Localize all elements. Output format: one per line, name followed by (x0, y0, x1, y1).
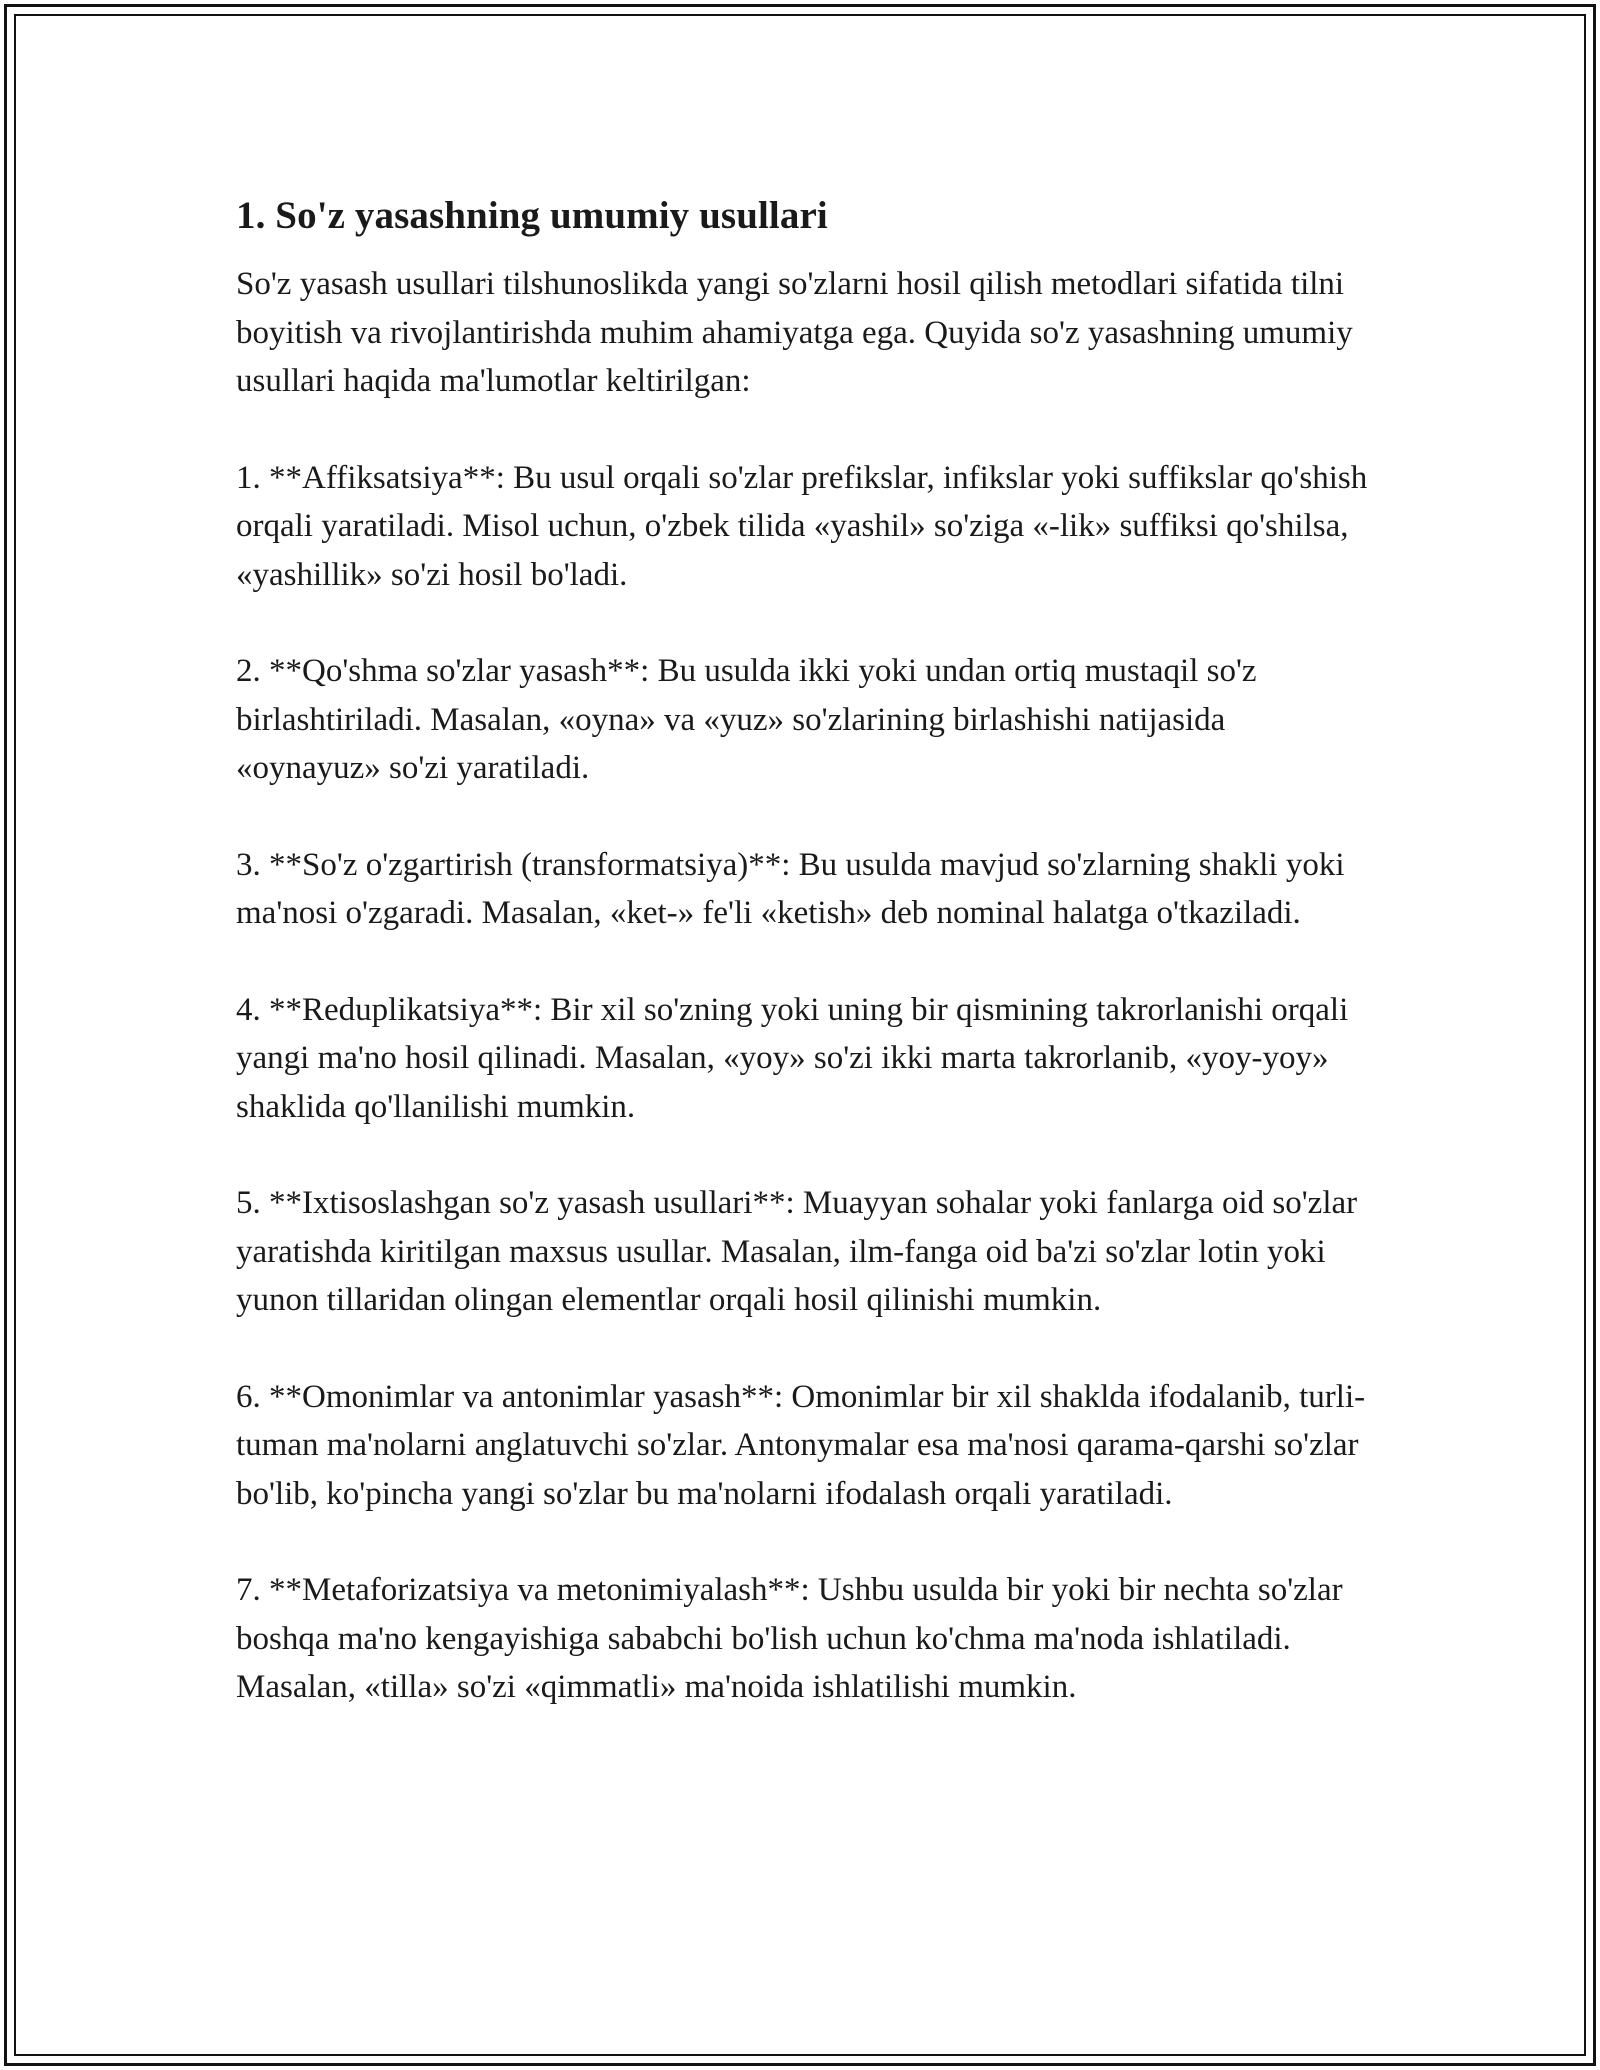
list-item-qoshma-sozlar: 2. **Qo'shma so'zlar yasash**: Bu usulda ikki yoki undan ortiq mustaqil so'z birlashtiriladi. Masalan, «oyna» va «yuz» so'zlarining birlashishi natijasida «oynayuz» so'zi yaratiladi. (236, 653, 1257, 786)
intro-paragraph: So'z yasash usullari tilshunoslikda yangi so'zlarni hosil qilish metodlari sifatida tilni boyitish va rivojlantirishda muhim ahamiyatga ega. Quyida so'z yasashning umumiy usullari haqida ma'lumotlar keltirilgan: (236, 266, 1353, 399)
list-item-affiksatsiya: 1. **Affiksatsiya**: Bu usul orqali so'zlar prefikslar, infikslar yoki suffikslar qo'shish orqali yaratiladi. Misol uchun, o'zbek tilida «yashil» so'ziga «-lik» suffiksi qo'shilsa, «yashillik» so'zi hosil bo'ladi. (236, 459, 1368, 593)
list-item-ixtisoslashgan: 5. **Ixtisoslashgan so'z yasash usullari**: Muayyan sohalar yoki fanlarga oid so'zlar yaratishda kiritilgan maxsus usullar. Masalan, ilm-fanga oid ba'zi so'zlar lotin yoki yunon tillaridan olingan elementlar orqali hosil qilinishi mumkin. (236, 1185, 1358, 1318)
list-item-omonimlar: 6. **Omonimlar va antonimlar yasash**: Omonimlar bir xil shaklda ifodalanib, turli-tuman ma'nolarni anglatuvchi so'zlar. Antonymalar esa ma'nosi qarama-qarshi so'zlar bo'lib, ko'pincha yangi so'zlar bu ma'nolarni ifodalash orqali yaratiladi. (236, 1378, 1366, 1512)
section-heading: 1. So'z yasashning umumiy usullari (236, 194, 828, 237)
list-item-transformatsiya: 3. **So'z o'zgartirish (transformatsiya)**: Bu usulda mavjud so'zlarning shakli yoki ma'nosi o'zgaradi. Masalan, «ket-» fe'li «ketish» deb nominal halatga o'tkaziladi. (236, 846, 1345, 931)
list-item-reduplikatsiya: 4. **Reduplikatsiya**: Bir xil so'zning yoki uning bir qismining takrorlanishi orqali yangi ma'no hosil qilinadi. Masalan, «yoy» so'zi ikki marta takrorlanib, «yoy-yoy» shaklida qo'llanilishi mumkin. (236, 991, 1349, 1125)
document-body (236, 190, 1376, 1760)
list-item-metaforizatsiya: 7. **Metaforizatsiya va metonimiyalash**: Ushbu usulda bir yoki bir nechta so'zlar boshqa ma'no kengayishiga sababchi bo'lish uchun ko'chma ma'noda ishlatiladi. Masalan, «tilla» so'zi «qimmatli» ma'noida ishlatilishi mumkin. (236, 1572, 1343, 1705)
